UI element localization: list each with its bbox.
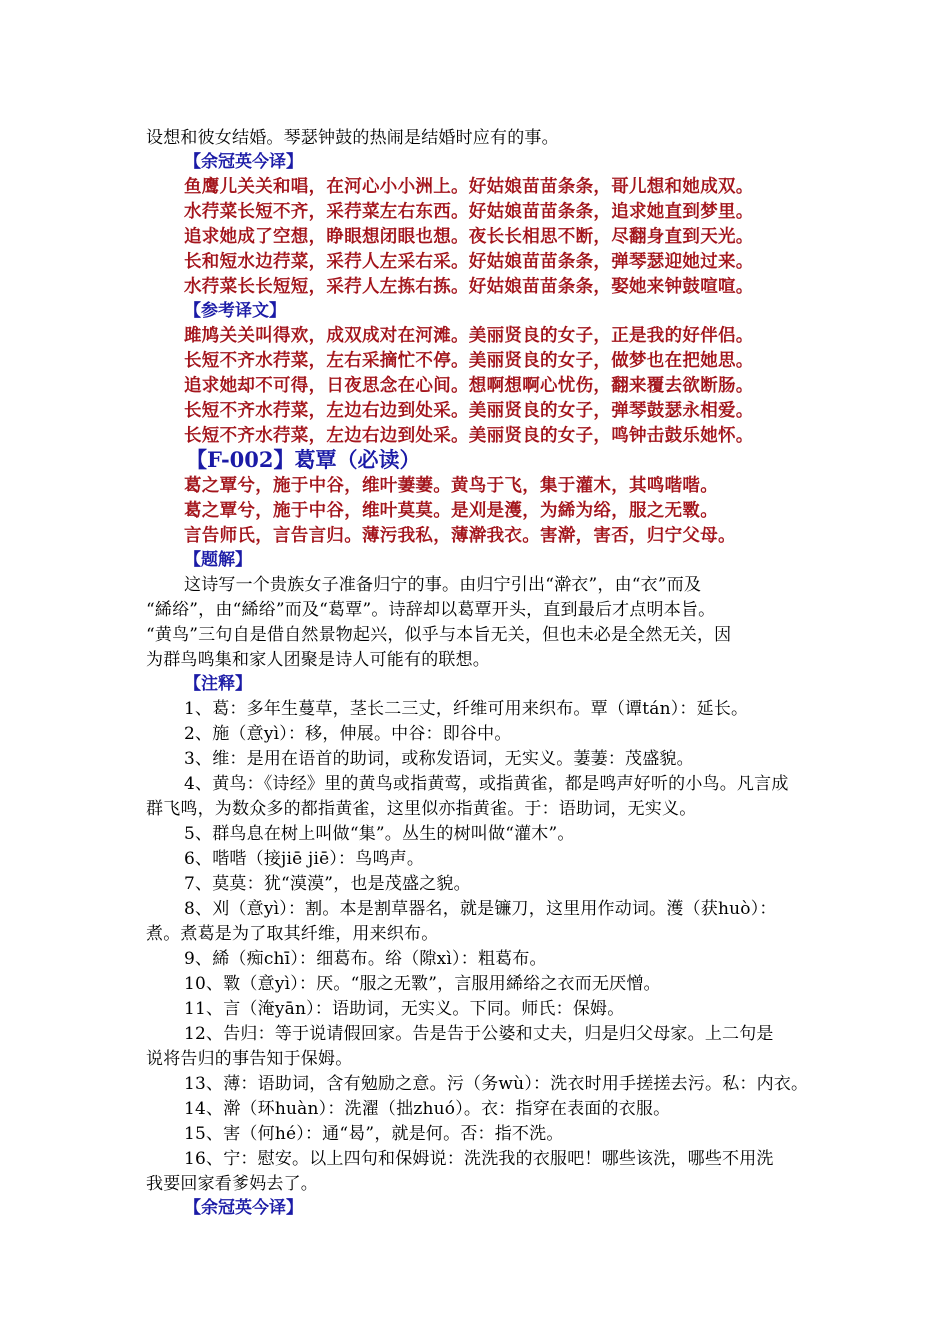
note-line: 3、维：是用在语首的助词，或称发语词，无实义。萋萋：茂盛貌。 — [184, 749, 694, 769]
explanation-line: “絺绤”，由“絺绤”而及“葛覃”。诗辞却以葛覃开头，直到最后才点明本旨。 — [146, 600, 716, 620]
note-line: 我要回家看爹妈去了。 — [146, 1174, 318, 1194]
yu-translation-line: 水荇菜长短不齐，采荇菜左右东西。好姑娘苗苗条条，追求她直到梦里。 — [184, 202, 754, 222]
yu-translation-heading-2: 【余冠英今译】 — [184, 1198, 303, 1218]
note-line: 说将告归的事告知于保姆。 — [146, 1049, 353, 1069]
note-line: 16、宁：慰安。以上四句和保姆说：洗洗我的衣服吧！哪些该洗，哪些不用洗 — [184, 1149, 774, 1169]
notes-heading: 【注释】 — [184, 674, 252, 694]
note-line: 7、莫莫：犹“漠漠”，也是茂盛之貌。 — [184, 874, 471, 894]
note-line: 8、刈（意yì）：割。本是割草器名，就是镰刀，这里用作动词。濩（获huò）： — [184, 899, 777, 919]
note-line: 11、言（淹yān）：语助词，无实义。下同。师氏：保姆。 — [184, 999, 625, 1019]
reference-translation-line: 追求她却不可得，日夜思念在心间。想啊想啊心忧伤，翻来覆去欲断肠。 — [184, 376, 754, 396]
note-line: 4、黄鸟：《诗经》里的黄鸟或指黄莺，或指黄雀，都是鸣声好听的小鸟。凡言成 — [184, 774, 789, 794]
note-line: 煮。煮葛是为了取其纤维，用来织布。 — [146, 924, 439, 944]
yu-translation-heading: 【余冠英今译】 — [184, 152, 303, 172]
note-line: 6、喈喈（接jiē jiē）：鸟鸣声。 — [184, 849, 425, 869]
explanation-line: “黄鸟”三句自是借自然景物起兴，似乎与本旨无关，但也未必是全然无关，因 — [146, 625, 732, 645]
explanation-heading: 【题解】 — [184, 550, 252, 570]
note-line: 13、薄：语助词，含有勉励之意。污（务wù）：洗衣时用手搓搓去污。私：内衣。 — [184, 1074, 809, 1094]
poem-line: 葛之覃兮，施于中谷，维叶萋萋。黄鸟于飞，集于灌木，其鸣喈喈。 — [184, 476, 718, 496]
intro-line: 设想和彼女结婚。琴瑟钟鼓的热闹是结婚时应有的事。 — [146, 128, 559, 148]
explanation-line: 为群鸟鸣集和家人团聚是诗人可能有的联想。 — [146, 650, 490, 670]
note-line: 群飞鸣，为数众多的都指黄雀，这里似亦指黄雀。于：语助词，无实义。 — [146, 799, 697, 819]
note-line: 14、澣（环huàn）：洗濯（拙zhuó）。衣：指穿在表面的衣服。 — [184, 1099, 671, 1119]
poem-line: 葛之覃兮，施于中谷，维叶莫莫。是刈是濩，为絺为绤，服之无斁。 — [184, 501, 718, 521]
note-line: 10、斁（意yì）：厌。“服之无斁”，言服用絺绤之衣而无厌憎。 — [184, 974, 661, 994]
note-line: 9、絺（痴chī）：细葛布。绤（隙xì）：粗葛布。 — [184, 949, 547, 969]
yu-translation-line: 追求她成了空想，睁眼想闭眼也想。夜长长相思不断，尽翻身直到天光。 — [184, 227, 754, 247]
explanation-line: 这诗写一个贵族女子准备归宁的事。由归宁引出“澣衣”，由“衣”而及 — [184, 575, 702, 595]
note-line: 12、告归：等于说请假回家。告是告于公婆和丈夫，归是归父母家。上二句是 — [184, 1024, 774, 1044]
note-line: 1、葛：多年生蔓草，茎长二三丈，纤维可用来织布。覃（谭tán）：延长。 — [184, 699, 749, 719]
reference-translation-line: 长短不齐水荇菜，左右采摘忙不停。美丽贤良的女子，做梦也在把她思。 — [184, 351, 754, 371]
reference-translation-line: 长短不齐水荇菜，左边右边到处采。美丽贤良的女子，鸣钟击鼓乐她怀。 — [184, 426, 754, 446]
reference-translation-line: 长短不齐水荇菜，左边右边到处采。美丽贤良的女子，弹琴鼓瑟永相爱。 — [184, 401, 754, 421]
poem-line: 言告师氏，言告言归。薄污我私，薄澣我衣。害澣，害否，归宁父母。 — [184, 526, 736, 546]
yu-translation-line: 长和短水边荇菜，采荇人左采右采。好姑娘苗苗条条，弹琴瑟迎她过来。 — [184, 252, 754, 272]
note-line: 2、施（意yì）：移，伸展。中谷：即谷中。 — [184, 724, 512, 744]
yu-translation-line: 鱼鹰儿关关和唱，在河心小小洲上。好姑娘苗苗条条，哥儿想和她成双。 — [184, 177, 754, 197]
reference-translation-line: 雎鸠关关叫得欢，成双成对在河滩。美丽贤良的女子，正是我的好伴侣。 — [184, 326, 754, 346]
note-line: 15、害（何hé）：通“曷”，就是何。否：指不洗。 — [184, 1124, 564, 1144]
yu-translation-line: 水荇菜长长短短，采荇人左拣右拣。好姑娘苗苗条条，娶她来钟鼓喧喧。 — [184, 277, 754, 297]
note-line: 5、群鸟息在树上叫做“集”。丛生的树叫做“灌木”。 — [184, 824, 575, 844]
reference-translation-heading: 【参考译文】 — [184, 301, 286, 321]
poem-title: 【F-002】葛覃（必读） — [186, 447, 421, 472]
